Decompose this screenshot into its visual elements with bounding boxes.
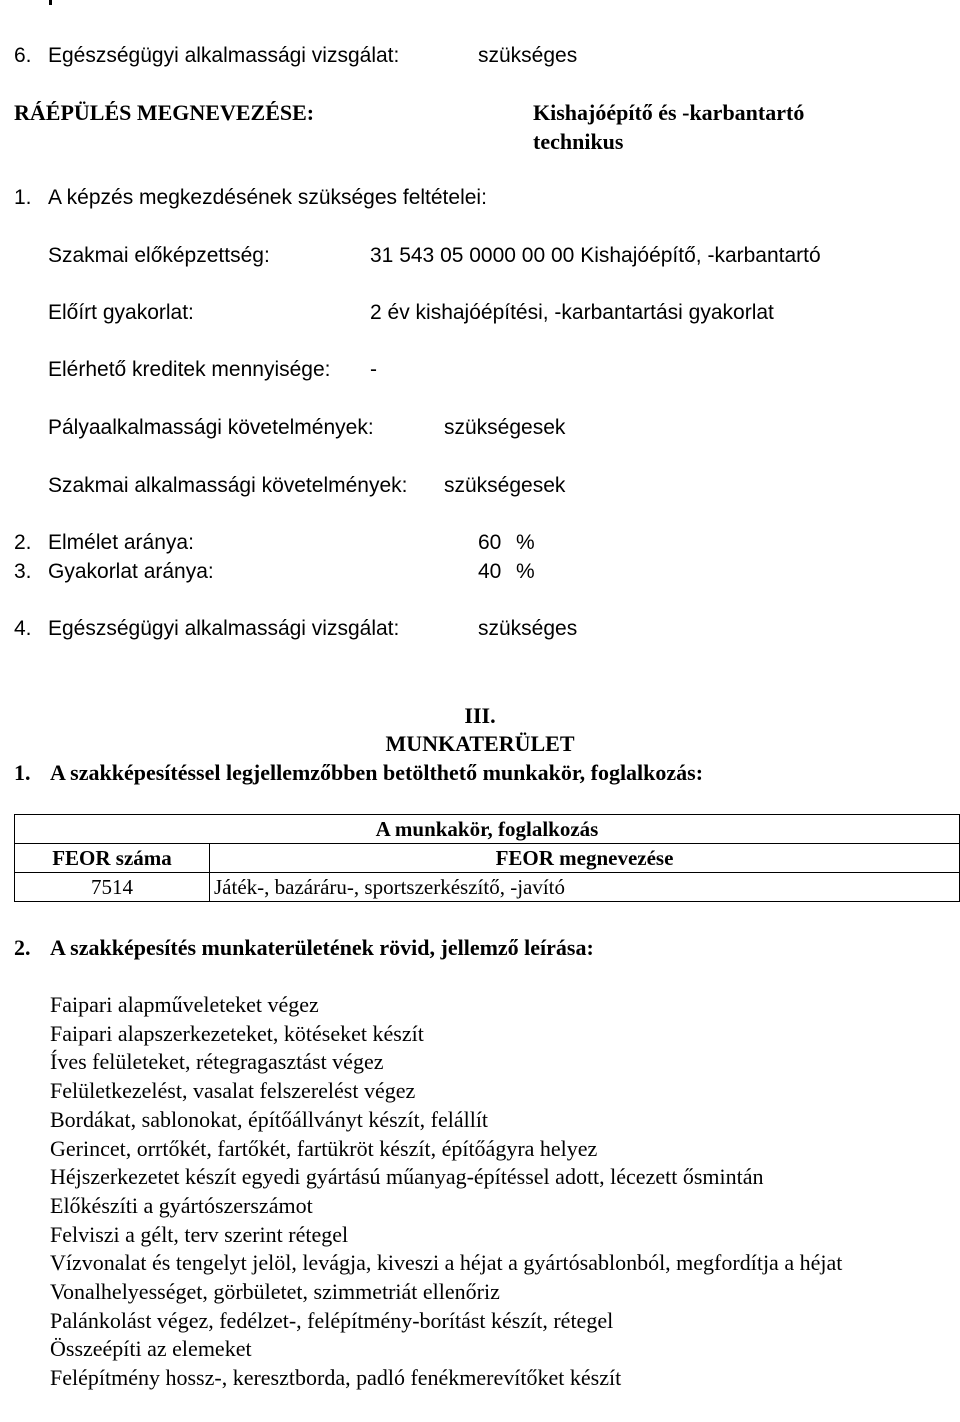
table-header-row bbox=[15, 844, 960, 873]
sub1-number: 1. bbox=[14, 760, 31, 785]
list-item: Felületkezelést, vasalat felszerelést végez bbox=[50, 1078, 416, 1104]
table-cell-feor: 7514 bbox=[15, 873, 210, 902]
prev-item-number: 6. bbox=[14, 44, 32, 67]
item4-label: Egészségügyi alkalmassági vizsgálat: bbox=[48, 617, 400, 640]
chapter-title: MUNKATERÜLET bbox=[385, 731, 575, 756]
occupation-table bbox=[14, 814, 960, 902]
item4-value: szükséges bbox=[478, 617, 578, 640]
list-item: Héjszerkezetet készít egyedi gyártású műanyag-építéssel adott, lécezett ősmintán bbox=[50, 1164, 764, 1190]
duties-list bbox=[50, 991, 930, 1393]
sub2-number: 2. bbox=[14, 935, 31, 960]
szakmai-elokepzettseg-value: 31 543 05 0000 00 00 Kishajóépítő, -karbantartó bbox=[370, 244, 821, 267]
eloirt-gyakorlat-value: 2 év kishajóépítési, -karbantartási gyakorlat bbox=[370, 301, 774, 324]
table-row bbox=[15, 873, 960, 902]
table-cell-name: Játék-, bazáráru-, sportszerkészítő, -javító bbox=[210, 873, 960, 902]
raepules-heading: RÁÉPÜLÉS MEGNEVEZÉSE: bbox=[14, 100, 315, 125]
col-feor-number: FEOR száma bbox=[15, 844, 210, 873]
list-item: Összeépíti az elemeket bbox=[50, 1336, 252, 1362]
item2-number: 2. bbox=[14, 531, 32, 554]
szakmai-elokepzettseg-label: Szakmai előképzettség: bbox=[48, 244, 270, 267]
list-item: Gerincet, orrtőkét, fartőkét, fartükröt készít, építőágyra helyez bbox=[50, 1135, 598, 1161]
szakmai-alk-value: szükségesek bbox=[444, 474, 566, 497]
table-header-main: A munkakör, foglalkozás bbox=[15, 815, 960, 844]
list-item: Faipari alapműveleteket végez bbox=[50, 992, 319, 1017]
list-item: Íves felületeket, rétegragasztást végez bbox=[50, 1049, 384, 1075]
eloirt-gyakorlat-label: Előírt gyakorlat: bbox=[48, 301, 194, 324]
palya-label: Pályaalkalmassági követelmények: bbox=[48, 416, 374, 439]
item2-label: Elmélet aránya: bbox=[48, 531, 194, 554]
list-item: Faipari alapszerkezeteket, kötéseket készít bbox=[50, 1020, 424, 1046]
item2-value: 60 bbox=[478, 531, 502, 554]
sub1-title: A szakképesítéssel legjellemzőbben betölthető munkakör, foglalkozás: bbox=[50, 760, 704, 785]
section1-number: 1. bbox=[14, 186, 32, 209]
prev-item-label: Egészségügyi alkalmassági vizsgálat: bbox=[48, 44, 400, 67]
list-item: Palánkolást végez, fedélzet-, felépítmény-borítást készít, rétegel bbox=[50, 1307, 614, 1333]
kreditek-label: Elérhető kreditek mennyisége: bbox=[48, 358, 331, 381]
list-item: Felépítmény hossz-, keresztborda, padló fenékmerevítőket készít bbox=[50, 1365, 622, 1391]
item3-label: Gyakorlat aránya: bbox=[48, 560, 214, 583]
item4-number: 4. bbox=[14, 617, 32, 640]
section1-title: A képzés megkezdésének szükséges feltételei: bbox=[48, 186, 487, 209]
item3-number: 3. bbox=[14, 560, 32, 583]
list-item: Bordákat, sablonokat, építőállványt készít, felállít bbox=[50, 1106, 489, 1132]
item3-value: 40 bbox=[478, 560, 502, 583]
raepules-name-line1: Kishajóépítő és -karbantartó bbox=[533, 100, 805, 125]
raepules-name-line2: technikus bbox=[533, 129, 624, 154]
page-top-mark bbox=[49, 0, 52, 5]
szakmai-alk-label: Szakmai alkalmassági követelmények: bbox=[48, 474, 408, 497]
chapter-roman: III. bbox=[464, 703, 496, 728]
item2-unit: % bbox=[516, 531, 535, 554]
table-header-main-row bbox=[15, 815, 960, 844]
item3-unit: % bbox=[516, 560, 535, 583]
kreditek-value: - bbox=[370, 358, 377, 381]
palya-value: szükségesek bbox=[444, 416, 566, 439]
list-item: Felviszi a gélt, terv szerint rétegel bbox=[50, 1221, 349, 1247]
list-item: Vízvonalat és tengelyt jelöl, levágja, kiveszi a héjat a gyártósablonból, megfordítja a héjat bbox=[50, 1250, 843, 1276]
list-item: Vonalhelyességet, görbületet, szimmetriát ellenőriz bbox=[50, 1279, 500, 1305]
sub2-title: A szakképesítés munkaterületének rövid, jellemző leírása: bbox=[50, 935, 594, 960]
col-feor-name: FEOR megnevezése bbox=[210, 844, 960, 873]
list-item: Előkészíti a gyártószerszámot bbox=[50, 1192, 313, 1218]
prev-item-value: szükséges bbox=[478, 44, 578, 67]
